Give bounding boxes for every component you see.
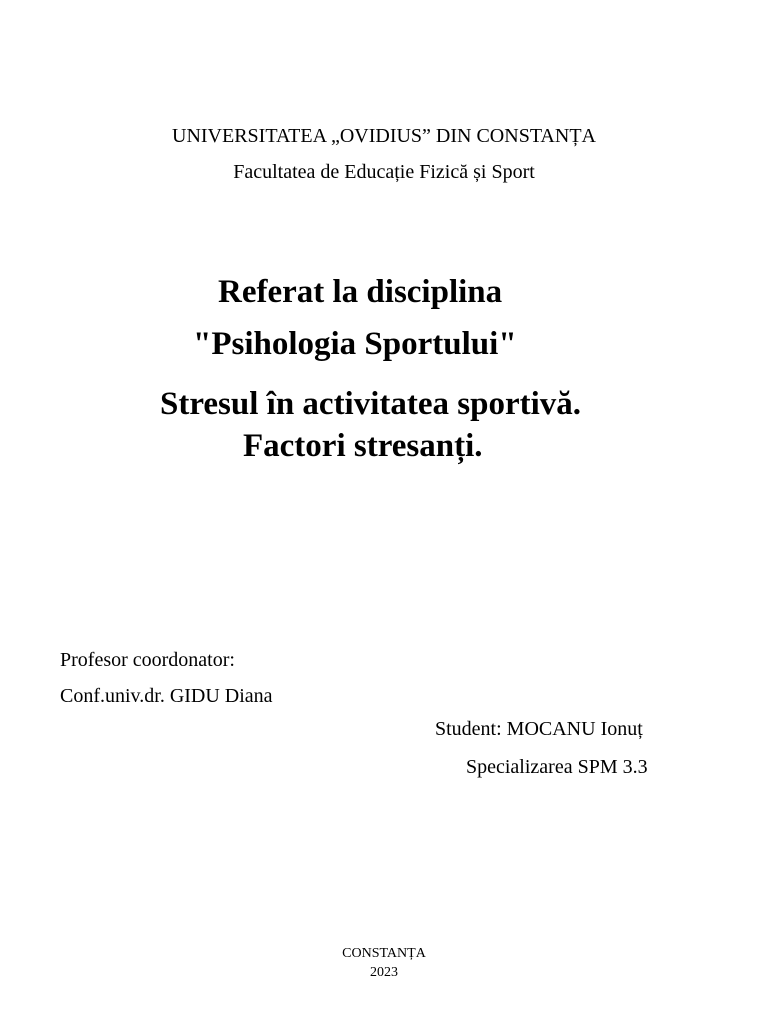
student-name: Student: MOCANU Ionuț bbox=[435, 718, 643, 740]
footer-year: 2023 bbox=[370, 965, 398, 980]
faculty-name: Facultatea de Educație Fizică și Sport bbox=[233, 161, 535, 183]
footer-city: CONSTANȚA bbox=[342, 946, 426, 961]
coordinator-label: Profesor coordonator: bbox=[60, 649, 235, 671]
title-line-3: Stresul în activitatea sportivă. bbox=[160, 386, 582, 422]
title-line-4: Factori stresanți. bbox=[243, 428, 483, 464]
coordinator-name: Conf.univ.dr. GIDU Diana bbox=[60, 685, 273, 707]
title-line-1: Referat la disciplina bbox=[218, 274, 503, 310]
title-line-2: "Psihologia Sportului" bbox=[193, 326, 517, 362]
student-specialization: Specializarea SPM 3.3 bbox=[466, 756, 648, 778]
university-name: UNIVERSITATEA „OVIDIUS” DIN CONSTANȚA bbox=[172, 125, 596, 147]
